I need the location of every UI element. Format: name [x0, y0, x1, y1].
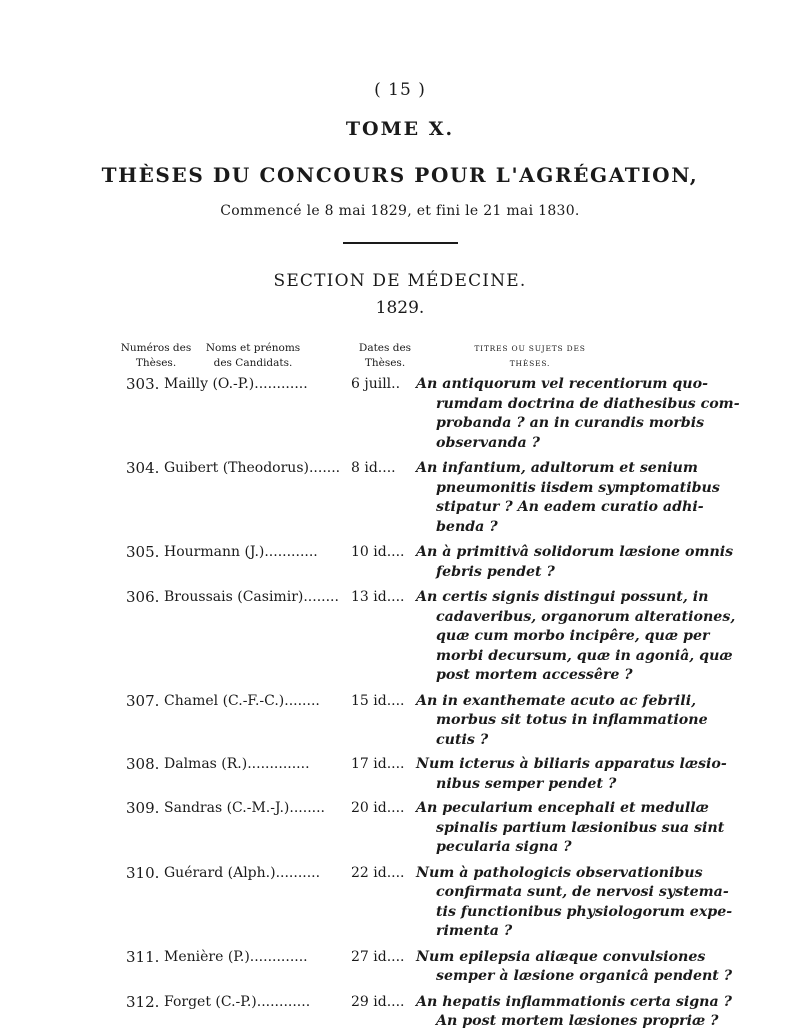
column-header-dates: Dates des Thèses.	[358, 342, 412, 369]
thesis-title-line: An infantium, adultorum et senium	[416, 460, 698, 476]
candidate-name: Hourmann (J.)............	[164, 544, 318, 560]
thesis-title-line: febris pendet ?	[436, 563, 555, 580]
thesis-date: 13 id....	[351, 589, 405, 605]
thesis-number: 307.	[126, 691, 160, 710]
thesis-date: 8 id....	[351, 460, 396, 476]
thesis-number: 304.	[126, 459, 160, 477]
candidate-name: Broussais (Casimir)........	[164, 589, 339, 605]
thesis-entry	[0, 864, 800, 942]
thesis-title	[416, 375, 740, 453]
thesis-number: 303.	[126, 375, 160, 393]
thesis-title-line: rimenta ?	[436, 923, 513, 939]
thesis-title-line: Num icterus à biliaris apparatus læsio-	[416, 756, 727, 772]
candidate-name: Dalmas (R.)..............	[164, 756, 310, 772]
thesis-title-line: stipatur ? An eadem curatio adhi-	[436, 499, 704, 515]
thesis-entry	[0, 692, 800, 751]
thesis-title-line: rumdam doctrina de diathesibus com-	[436, 395, 740, 412]
thesis-title-line: cadaveribus, organorum alterationes,	[436, 608, 736, 625]
candidate-name: Chamel (C.-F.-C.)........	[164, 692, 320, 709]
thesis-entry	[0, 993, 800, 1032]
thesis-date: 27 id....	[351, 948, 405, 965]
thesis-title	[416, 459, 720, 537]
column-header-numbers: Numéros des Thèses.	[120, 342, 192, 369]
thesis-title	[416, 755, 727, 794]
thesis-title	[416, 692, 708, 751]
thesis-entry	[0, 948, 800, 987]
thesis-title-line: tis functionibus physiologorum expe-	[436, 903, 733, 920]
thesis-title	[416, 948, 733, 987]
thesis-title-line: An hepatis inflammationis certa signa ?	[416, 993, 732, 1010]
thesis-entry	[0, 459, 800, 537]
column-header-names: Noms et prénoms des Candidats.	[205, 342, 301, 369]
thesis-title	[416, 588, 736, 686]
candidate-name: Guérard (Alph.)..........	[164, 864, 321, 881]
thesis-number: 305.	[126, 543, 160, 561]
thesis-number: 308.	[126, 755, 160, 773]
thesis-entry	[0, 375, 800, 453]
candidate-name: Mailly (O.-P.)............	[164, 376, 308, 392]
thesis-title-line: An in exanthemate acuto ac febrili,	[416, 692, 697, 709]
thesis-title-line: spinalis partium læsionibus sua sint	[436, 819, 725, 836]
thesis-entry	[0, 543, 800, 582]
thesis-title-line: Num epilepsia aliæque convulsiones	[416, 948, 706, 965]
section-title: SECTION DE MÉDECINE.	[273, 271, 527, 291]
thesis-title-line: An antiquorum vel recentiorum quo-	[416, 376, 708, 392]
dates-line: Commencé le 8 mai 1829, et fini le 21 mai 1830.	[220, 203, 580, 219]
thesis-title	[416, 993, 732, 1032]
thesis-title-line: Num à pathologicis observationibus	[416, 864, 703, 881]
thesis-title-line: pecularia signa ?	[436, 839, 572, 855]
thesis-title-line: An post mortem læsiones propriæ ?	[436, 1013, 719, 1029]
thesis-title	[416, 799, 725, 858]
thesis-date: 6 juill..	[351, 376, 401, 392]
candidate-name: Forget (C.-P.)............	[164, 993, 311, 1010]
thesis-title-line: semper à læsione organicâ pendent ?	[436, 968, 733, 984]
thesis-title	[416, 864, 733, 942]
thesis-date: 10 id....	[351, 544, 405, 560]
thesis-entry	[0, 588, 800, 686]
thesis-title-line: observanda ?	[436, 434, 540, 451]
thesis-title-line: confirmata sunt, de nervosi systema-	[436, 884, 729, 900]
thesis-list	[0, 375, 800, 1032]
candidate-name: Sandras (C.-M.-J.)........	[164, 800, 325, 816]
thesis-title-line: nibus semper pendet ?	[436, 775, 617, 792]
thesis-title-line: An certis signis distingui possunt, in	[416, 589, 709, 605]
thesis-number: 309.	[126, 799, 160, 817]
thesis-number: 312.	[126, 992, 160, 1011]
thesis-title-line: pneumonitis iisdem symptomatibus	[436, 479, 720, 496]
column-header-titles: TITRES OU SUJETS DES THÈSES.	[474, 344, 586, 368]
tome-heading: TOME X.	[345, 118, 455, 140]
thesis-date: 15 id....	[351, 692, 405, 709]
thesis-date: 17 id....	[351, 756, 405, 772]
page-number: ( 15 )	[374, 80, 426, 100]
thesis-title	[416, 543, 734, 582]
divider-rule	[343, 242, 458, 244]
thesis-title-line: An pecularium encephali et medullæ	[416, 800, 709, 816]
candidate-name: Menière (P.).............	[164, 948, 308, 965]
thesis-title-line: benda ?	[436, 518, 498, 535]
thesis-title-line: post mortem accessêre ?	[436, 667, 633, 683]
year-heading: 1829.	[375, 298, 425, 318]
thesis-entry	[0, 755, 800, 794]
thesis-title-line: An à primitivâ solidorum læsione omnis	[416, 544, 734, 560]
thesis-title-line: quæ cum morbo incipêre, quæ per	[436, 628, 710, 644]
thesis-title-line: cutis ?	[436, 731, 489, 748]
thesis-date: 29 id....	[351, 993, 405, 1010]
main-title: THÈSES DU CONCOURS POUR L'AGRÉGATION,	[101, 163, 699, 187]
thesis-title-line: morbi decursum, quæ in agoniâ, quæ	[436, 647, 733, 664]
thesis-number: 311.	[126, 947, 160, 966]
thesis-number: 310.	[126, 863, 160, 882]
candidate-name: Guibert (Theodorus).......	[164, 460, 341, 476]
thesis-entry	[0, 799, 800, 858]
thesis-title-line: morbus sit totus in inflammatione	[436, 712, 708, 728]
thesis-number: 306.	[126, 588, 160, 606]
thesis-date: 22 id....	[351, 864, 405, 881]
thesis-title-line: probanda ? an in curandis morbis	[436, 415, 705, 431]
thesis-date: 20 id....	[351, 800, 405, 816]
